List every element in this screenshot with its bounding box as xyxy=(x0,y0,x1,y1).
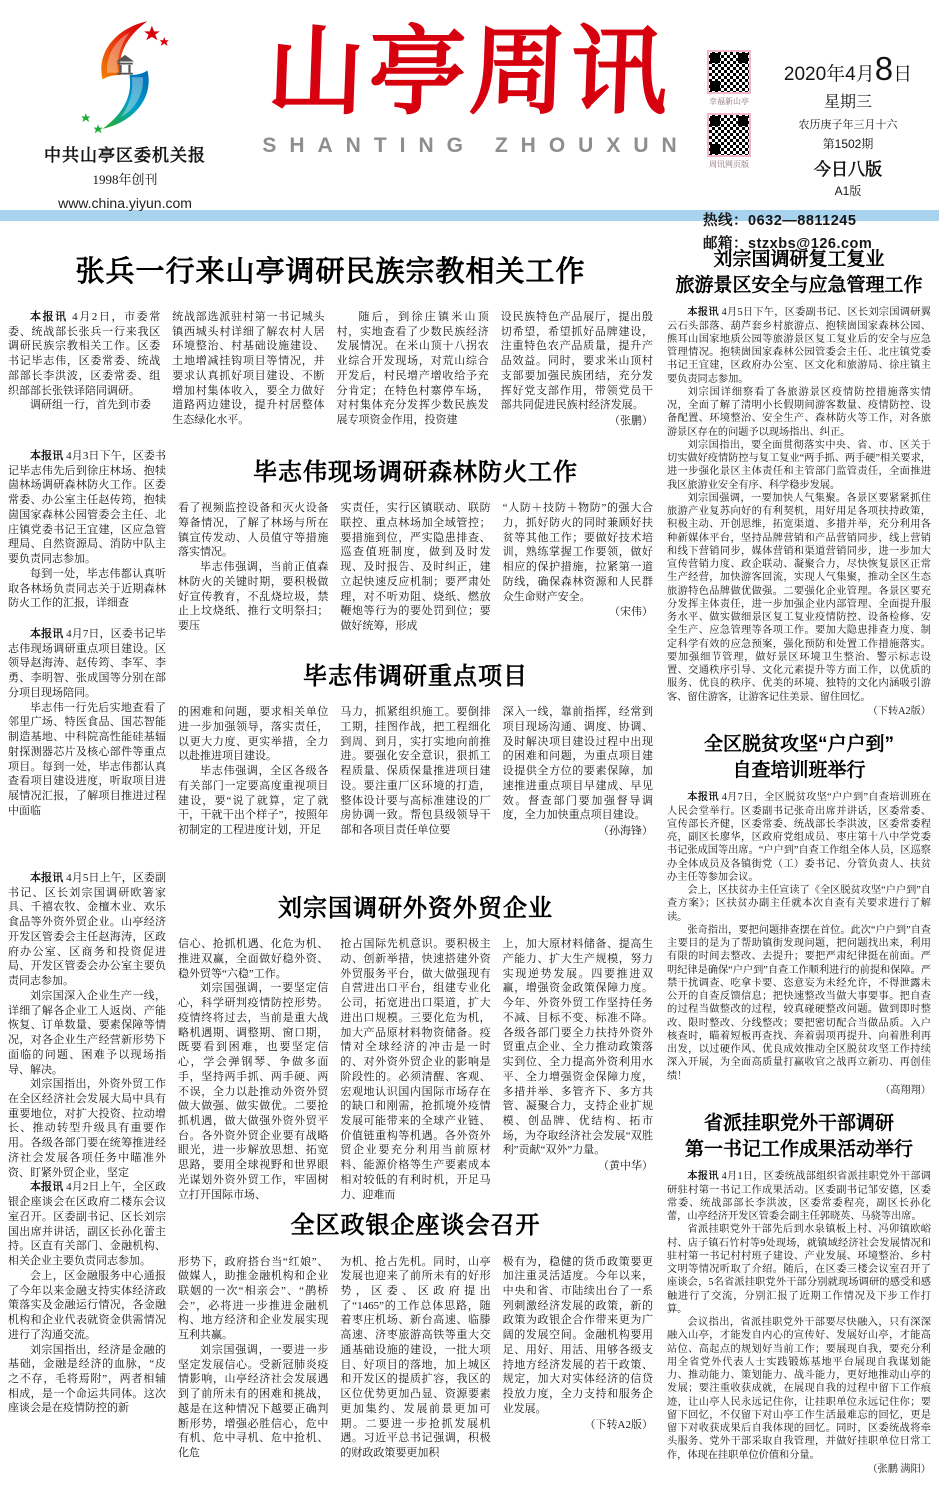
paragraph: 的困难和问题，要求相关单位进一步加强领导，落实责任，以更大力度、更实举措，全力以赴推进项目建设。 xyxy=(178,706,329,763)
paragraph: 本报讯 4月5日下午，区委副书记、区长刘宗国调研翼云石头部落、葫芦套乡村旅游点、抱犊崮国家森林公园、熊耳山国家地质公园等旅游景区复工复业后的安全与应急管理情况。抱犊崮国家森林公园管委会主任、北庄镇党委书记王宜建，区政府办公室、区文化和旅游局、徐庄镇主要负责同志参加。 xyxy=(667,307,931,385)
paragraph: 深入一线，靠前指挥，经常到项目现场沟通、调度、协调、及时解决项目建设过程中出现的困难和问题，为重点项目建设提供全方位的要素保障，加速推进重点项目早建成、早见效。督查部门要加强督导调度，全力加快重点项目建设。 xyxy=(502,706,653,822)
paragraph: 刘宗国指出，要全面贯彻落实中央、省、市、区关于切实做好疫情防控与复工复业“两手抓、两手硬”相关要求，进一步强化景区主体责任和主管部门监管责任，全面推进我区旅游业安全有序、科学稳步发展。 xyxy=(667,439,931,491)
middle-articles xyxy=(178,449,653,1461)
hotline: 热线：0632—8811245 xyxy=(703,213,857,229)
paragraph: 本报讯 4月3日下午，区委书记毕志伟先后到徐庄林场、抱犊崮林场调研森林防火工作。区委常委、办公室主任赵传筠，抱犊崮国家森林公园管委会主任、北庄镇党委书记王宜建，区应急管理局、自然资源局、消防中队主要负责同志参加。 xyxy=(8,450,167,566)
qr-label-web: 周讯网页版 xyxy=(709,160,749,169)
paragraph: 毕志伟强调，全区各级各有关部门一定要高度重视项目建设，要“说了就算，定了就干，干就干出个样子”，按照年初制定的工程进度计划，开足 xyxy=(178,765,329,837)
newspaper-title-pinyin: SHANTING ZHOUXUN xyxy=(262,133,690,157)
paragraph: 看了视频监控设备和灭火设备筹备情况，了解了林场与所在镇宣传发动、人员值守等措施落实情况。 xyxy=(178,502,329,559)
article-headline: 全区政银企座谈会召开 xyxy=(290,1212,541,1240)
date-day: 8 xyxy=(874,50,894,87)
website-url: www.china.yiyun.com xyxy=(58,195,192,211)
publisher-block xyxy=(14,16,236,211)
byline: （宋伟） xyxy=(608,606,653,619)
paragraph: 马力，抓紧组织施工。要倒排工期，挂图作战，把工程细化到周、到月，实打实地向前推进。要强化安全意识，狠抓工程质量、保质保量推进项目建设。要注重厂区环境的打造，整体设计要与高标准建设的厂房协调一致。帮包县级领导干部和各项目责任单位要 xyxy=(340,706,491,837)
paragraph: 实责任，实行区镇联动、联防联控、重点林场加全域管控；要措施到位，严实隐患排查、巡查值班制度，做到及时发现、及时报告、及时纠正，建立起快速反应机制；要严肃处理，对不听劝阻、烧纸、燃放鞭炮等行为的要处罚到位；要做好统筹，形成 xyxy=(340,502,491,633)
paragraph: 本报讯 4月5日上午，区委副书记、区长刘宗国调研欧箸家具、千禧农牧、金檀木业、欢乐食品等外资外贸企业。山亭经济开发区管委会主任赵海涛，区政府办公室、区商务和投资促进局、开发区管委会办公室主要负责同志参加。 xyxy=(8,872,167,988)
paragraph: 每到一处，毕志伟都认真听取各林场负责同志关于近期森林防火工作的汇报，详细查 xyxy=(8,567,166,610)
qr-column xyxy=(703,50,755,199)
article-column xyxy=(503,937,653,1202)
paragraph: 设民族特色产品展厅，提出殷切希望，希望抓好品牌建设，注重特色农产品质量，提升产品效益。同时，要求米山顶村支部要加强民族团结，充分发挥好党支部作用，带领党员干部共同促进民族村经济发展。 xyxy=(500,310,653,412)
article-provincial-cadres xyxy=(667,1111,931,1476)
qr-code-web xyxy=(707,113,751,157)
article-column xyxy=(178,1255,328,1461)
byline: （高翔翔） xyxy=(880,1084,931,1096)
page-label: A1版 xyxy=(834,184,862,198)
article-tourism-safety xyxy=(667,247,931,718)
article-headline: 张兵一行来山亭调研民族宗教相关工作 xyxy=(75,256,586,288)
byline: （张鹏 满阳） xyxy=(867,1463,931,1475)
weekday: 星期三 xyxy=(823,94,872,111)
brief-bank-enterprise-start xyxy=(8,1180,166,1416)
right-column xyxy=(667,247,931,1490)
paragraph: 本报讯 4月1日，区委统战部组织省派挂职党外干部调研驻村第一书记工作成果活动。区委副书记邹安德，区委常委、统战部部长李洪波，区委常委程亮，副区长孙化蕾，山亭经济开发区管委会副主任郭晓英、马骁等出席。 xyxy=(667,1171,931,1223)
paragraph: 刘宗国指出，外资外贸工作在全区经济社会发展大局中具有重要地位，对扩大投资、拉动增长、推动转型升级具有重要作用。各级各部门要在统筹推进经济社会发展各项任务中瞄准外资、盯紧外贸企业，坚定 xyxy=(8,1078,166,1179)
paragraph: 刘宗国强调，一要进一步坚定发展信心。受新冠肺炎疫情影响，山亭经济社会发展遇到了前所未有的困难和挑战，越是在这种情况下越要正确判断形势，增强必胜信心，危中有机、危中寻机、危中抢机、化危 xyxy=(178,1343,329,1460)
article-headline: 刘宗国调研复工复业 旅游景区安全与应急管理工作 xyxy=(675,249,923,296)
byline: （孙海锋） xyxy=(597,825,653,838)
paragraph: 会议指出，省派挂职党外干部要尽快融入，只有深深融入山亭，才能发自内心的宣传好、发展好山亭，才能高站位、高起点的规划好当前工作；要展现自我，要充分利用全省党外代表人士实践锻炼基地平台展现自我谋划能力、推动能力、策划能力、战斗能力，更好地推动山亭的发展；要注重收获成就，在展现自我的过程中留下工作痕迹，让山亭人民永远记住你，让挂职单位永远记住你；要留下回忆，不仅留下对山亭工作生活最难忘的回忆，更是留下对收获成果后自我体现的回忆。同时，区委统战将牵头服务、党外干部采取自我管理，并做好挂职单位日常工作，体现在挂职单位价值和分量。 xyxy=(667,1317,931,1461)
paragraph: 本报讯 4月2日上午，全区政银企座谈会在区政府二楼东会议室召开。区委副书记、区长刘宗国出席并讲话，副区长孙化蕾主持。区直有关部门、金融机构、相关企业主要负责同志参加。 xyxy=(8,1181,167,1268)
article-column xyxy=(340,501,490,634)
paragraph: 刘宗国指出，经济是金融的基础，金融是经济的血脉，“皮之不存，毛将焉附”，两者相辅相成，是一个命运共同体。这次座谈会是在疫情防控的新 xyxy=(8,1343,166,1415)
paragraph: 信心、抢抓机遇、化危为机、推进双赢，全面做好稳外资、稳外贸等“六稳”工作。 xyxy=(178,938,329,980)
main-column xyxy=(8,247,653,1490)
paragraph: 刘宗国强调，一要加快人气集聚。各景区要紧紧抓住旅游产业复苏向好的有利契机，用好用足各项扶持政策，积极主动、开创思维，拓宽渠道、多措并举，充分利用各种新媒体平台，坚持品牌营销和产品营销同步，线上营销和线下营销同步，媒体营销和渠道营销同步，进一步加大宣传营销力度、政企联动、凝聚合力，尽快恢复景区正常生产经营，加快游客回流，实现人气集聚，推动全区生态旅游特色品牌做优做强。二要强化企业管理。各景区要充分发挥主体责任，进一步加强企业内部管理、全面提升服务水平、做实做细景区复工复业疫情防控、设备检修、安全生产、应急管理等各项工作。要加大隐患排查力度、制定科学有效的应急预案，强化预防和处置工作措施落实。要加强细节管理，做好景区环境卫生整治、警示标志设置、交通秩序引导、文化元素提升等方面工作，以优质的服务、优良的秩序、优美的环境、独特的文化内涵吸引游客、留住游客，让游客记住美景、留住回忆。 xyxy=(667,492,931,703)
paragraph: 本报讯 4月2日，市委常委、统战部长张兵一行来我区调研民族宗教相关工作。区委书记毕志伟，区委常委、统战部部长李洪波，区委常委、组织部部长张铁译陪同调研。 xyxy=(8,310,161,397)
article-headline: 省派挂职党外干部调研 第一书记工作成果活动举行 xyxy=(684,1113,913,1160)
article-column xyxy=(503,1255,653,1461)
paragraph: “人防＋技防＋物防”的强大合力，抓好防火的同时兼顾好扶贫等其他工作；要做好技术培训，熟练掌握工作要领，做好相应的保护措施，拉紧第一道防线，确保森林资源和人民群众生命财产安全。 xyxy=(502,502,653,603)
paragraph: 上，加大原材料储备、提高生产能力、扩大生产规模，努力实现逆势发展。四要推进双赢，增强资金政策保障力度。今年、外资外贸工作坚持任务不减、目标不变、标准不降。各级各部门要全力扶持外资外贸重点企业、全力推动政策落实到位、全力提高外资利用水平、全力增强资金保障力度，多措并举、多管齐下、多方共管、凝聚合力，支持企业扩规模、创品牌、优结构、拓市场，为夺取经济社会发展“双胜利”贡献“双外”力量。 xyxy=(502,938,653,1157)
paragraph: 本报讯 4月7日，区委书记毕志伟现场调研重点项目建设。区领导赵海涛、赵传筠、李军、李勇、李明智、张成国等分别在部分项目现场陪同。 xyxy=(8,628,167,699)
newspaper-logo xyxy=(69,16,181,134)
pages-today: 今日八版 xyxy=(814,160,882,179)
contact-block xyxy=(703,209,933,253)
paragraph: 省派挂职党外干部先后到水泉镇板上村、冯卯镇欧峪村、店子镇石竹村等9处现场，就镇域经济社会发展情况和驻村第一书记村村班子建设、产业发展、环境整治、乡村文明等情况听取了介绍。随后，在区委三楼会议室召开了座谈会，5名省派挂职党外干部分别就现场调研的感受和感触进行了交流，分别汇报了近期工作情况及下步工作打算。 xyxy=(667,1224,931,1315)
paragraph: 统战部选派驻村第一书记城头镇西城头村详细了解农村人居环境整治、村基础设施建设、土地增减挂钩项目等情况，并要求认真抓好项目建设、不断增加村集体收入，要全力做好道路两边建设，提升村居整体生态绿化水平。 xyxy=(172,310,325,426)
article-headline: 全区脱贫攻坚“户户到” 自查培训班举行 xyxy=(703,734,894,781)
article-column xyxy=(172,310,324,429)
paragraph: 极有为，稳健的货币政策要更加注重灵活适度。今年以来，中央和省、市陆续出台了一系列刺激经济发展的政策，新的政策为政银企合作带来更为广阔的发展空间。金融机构要用足、用好、用活、用够各级支持地方经济发展的若干政策、规定，加大对实体经济的信贷投放力度，全力支持和服务企业发展。 xyxy=(502,1255,653,1415)
paragraph: 形势下，政府搭台当“红娘”、做媒人，助推金融机构和企业联姻的一次“相亲会”、“鹊桥会”，必将进一步推进金融机构、地方经济和企业发展实现互利共赢。 xyxy=(178,1255,329,1342)
article-forest-fire xyxy=(178,457,653,653)
paragraph: 张奇指出，要把问题排查摆在首位。此次“户户到”自查主要目的是为了帮助镇街发现问题，把问题找出来，利用有限的时间去整改、去提升；要把严肃纪律挺在前面。严明纪律是确保“户户到”自查工作顺利进行的前提和保障。严禁干扰调查、吃拿卡要、恣意妄为未经允许，不得泄露未公开的自查反馈信息；把快速整改当做大事要事。把自查的过程当做整改的过程，较真碰硬整改问题。做到即时整改、限时整改、分线整改；要把密切配合当做品质。入户核查时，瞄着短板再查找、奔着弱项再提升、向着胜利再出发，以过硬作风、优良成效推动全区脱贫攻坚工作持续深入开展，为全面高质量打赢收官之战再立新功、再创佳绩！ xyxy=(667,924,931,1082)
article-column xyxy=(501,310,653,429)
brief-foreign-trade-start xyxy=(8,871,166,1180)
publication-date: 2020年4月8日 xyxy=(783,50,913,87)
article-headline: 毕志伟现场调研森林防火工作 xyxy=(253,459,578,486)
email: 邮箱：stzxbs@126.com xyxy=(703,236,873,252)
article-headline: 刘宗国调研外资外贸企业 xyxy=(278,895,553,922)
paragraph: 毕志伟强调，当前正值森林防火的关键时期，要积极做好宣传教育，不乱烧垃圾，禁止上坟烧纸、推行文明祭扫；要压 xyxy=(178,561,329,633)
paragraph: 为机、抢占先机。同时，山亭发展也迎来了前所未有的好形势，区委、区政府提出了“1465”的工作总体思路，随着枣庄机场、新台高速、临滕高速、济枣旅游高铁等重大交通基础设施的建设，一批大项目、好项目的落地，加上城区和开发区的提质扩容，我区的区位优势更加凸显、资源要素更加集约、发展前景更加可期。二要进一步抢抓发展机遇。习近平总书记强调，积极的财政政策要更加积 xyxy=(340,1255,491,1460)
brief-forest-fire-start xyxy=(8,449,166,627)
paragraph: 刘宗国深入企业生产一线，详细了解各企业工人返岗、产能恢复、订单数量、要素保障等情况，对各企业生产经营新形势下面临的问题、困难予以现场指导、解决。 xyxy=(8,989,166,1076)
qr-code-wechat xyxy=(707,50,751,94)
qr-label-wechat: 幸福新山亭 xyxy=(709,97,749,106)
paragraph: 本报讯 4月7日，全区脱贫攻坚“户户到”自查培训班在人民会堂举行。区委副书记张奇出席并讲话，区委常委、宣传部长齐健，区委常委、统战部长李洪波，区委常委程亮，副区长廖华，区政府党组成员、枣庄第十八中学党委书记张成国等出席。“户户到”自查工作组全体人员，区巡察办全体成员及各镇街党（工）委书记、分管负责人、扶贫办主任等参加会议。 xyxy=(667,792,932,883)
article-poverty-training xyxy=(667,732,931,1097)
article-column xyxy=(8,310,160,429)
article-column xyxy=(340,1255,490,1461)
paragraph: 会上，区金融服务中心通报了今年以来金融支持实体经济政策落实及金融运行情况，各金融机构和企业代表就资金供需情况进行了沟通交流。 xyxy=(8,1269,166,1341)
issue-info-block xyxy=(703,50,933,253)
lunar-date: 农历庚子年三月十六 xyxy=(798,119,898,131)
article-column xyxy=(337,310,489,429)
paragraph: 会上，区扶贫办主任宣读了《全区脱贫攻坚“户户到”自查方案》；区扶贫办副主任就本次自查有关要求进行了解读。 xyxy=(667,885,931,923)
article-key-projects xyxy=(178,661,653,885)
founded-line: 1998年创刊 xyxy=(92,172,158,187)
page-content xyxy=(0,247,939,1490)
article-column xyxy=(178,501,328,634)
article-column xyxy=(178,705,328,839)
paragraph: 刘宗国详细察看了各旅游景区疫情防控措施落实情况，全面了解了清明小长假期间游客数量、疫情防控、设备配置、环境整治、安全生产、森林防火等工作，对各旅游景区存在的问题予以现场指出、纠正。 xyxy=(667,386,931,438)
publisher-name: 中共山亭区委机关报 xyxy=(44,146,206,165)
continued-note: （下转A2版） xyxy=(584,1418,653,1431)
article-column xyxy=(503,501,653,634)
newspaper-title: 山亭周讯 xyxy=(265,19,674,126)
byline: （黄中华） xyxy=(597,1160,653,1173)
article-column xyxy=(340,705,490,839)
paragraph: 抢占国际先机意识。要积极主动、创新举措，快速搭建外资外贸服务平台，做大做强现有自营进出口平台，组建专业化公司，拓宽进出口渠道，扩大进出口规模。三要化危为机，加大产品原材料物资储备。疫情对全球经济的冲击是一时的、对外资外贸企业的影响是阶段性的。必须清醒、客观、宏观地认识国内国际市场存在的缺口和刚需，抢抓境外疫情发展可能带来的全球产业链、价值链重构等机遇。各外资外贸企业要充分利用当前原材料、能源价格等生产要素成本相对较低的有利时机，开足马力、迎难而 xyxy=(340,938,491,1201)
masthead-header xyxy=(0,0,939,252)
article-bank-enterprise-meeting xyxy=(178,1210,653,1460)
paragraph: 刘宗国强调，一要坚定信心，科学研判疫情防控形势。疫情终将过去，当前是重大战略机遇期、调整期、窗口期，既要看到困难，也要坚定信心，学会弹钢琴、争做多面手，坚持两手抓、两手硬、两不误，全力以赴推动外资外贸做大做强、做实做优。二要抢抓机遇，做大做强外资外贸平台。各外资外贸企业要有战略眼光，进一步解放思想、拓宽思路，要用全球视野和世界眼光谋划外资外贸工作，牢固树立打开国际市场、 xyxy=(178,982,329,1201)
left-brief-strip xyxy=(8,449,166,1461)
paragraph: 毕志伟一行先后实地查看了邻里广场、特医食品、国芯智能制造基地、中科院高性能硅基辐射探测器芯片及核心部件等重点项目。每到一处，毕志伟都认真查看项目建设进度，听取项目进展情况汇报，了解项目推进过程中面临 xyxy=(8,701,166,817)
paragraph: 随后，到徐庄镇米山顶村，实地查看了少数民族经济发展情况。在米山顶十八拐农业综合开发现场，对荒山综合开发后，村民增产增收给予充分肯定；在特色村寨停车场，对村集体充分发挥少数民族发展专项资金作用，投资建 xyxy=(336,310,489,426)
byline: （张鹏） xyxy=(609,415,653,427)
continued-note: （下转A2版） xyxy=(867,705,931,717)
article-ethnic-religion xyxy=(8,253,653,449)
issue-number: 第1502期 xyxy=(822,137,874,151)
article-column xyxy=(178,937,328,1202)
date-block xyxy=(763,50,933,199)
paragraph: 调研组一行，首先到市委 xyxy=(30,399,151,412)
article-column xyxy=(340,937,490,1202)
article-headline: 毕志伟调研重点项目 xyxy=(303,663,528,690)
brief-key-projects-start xyxy=(8,627,166,871)
article-column xyxy=(503,705,653,839)
article-foreign-trade xyxy=(178,893,653,1202)
